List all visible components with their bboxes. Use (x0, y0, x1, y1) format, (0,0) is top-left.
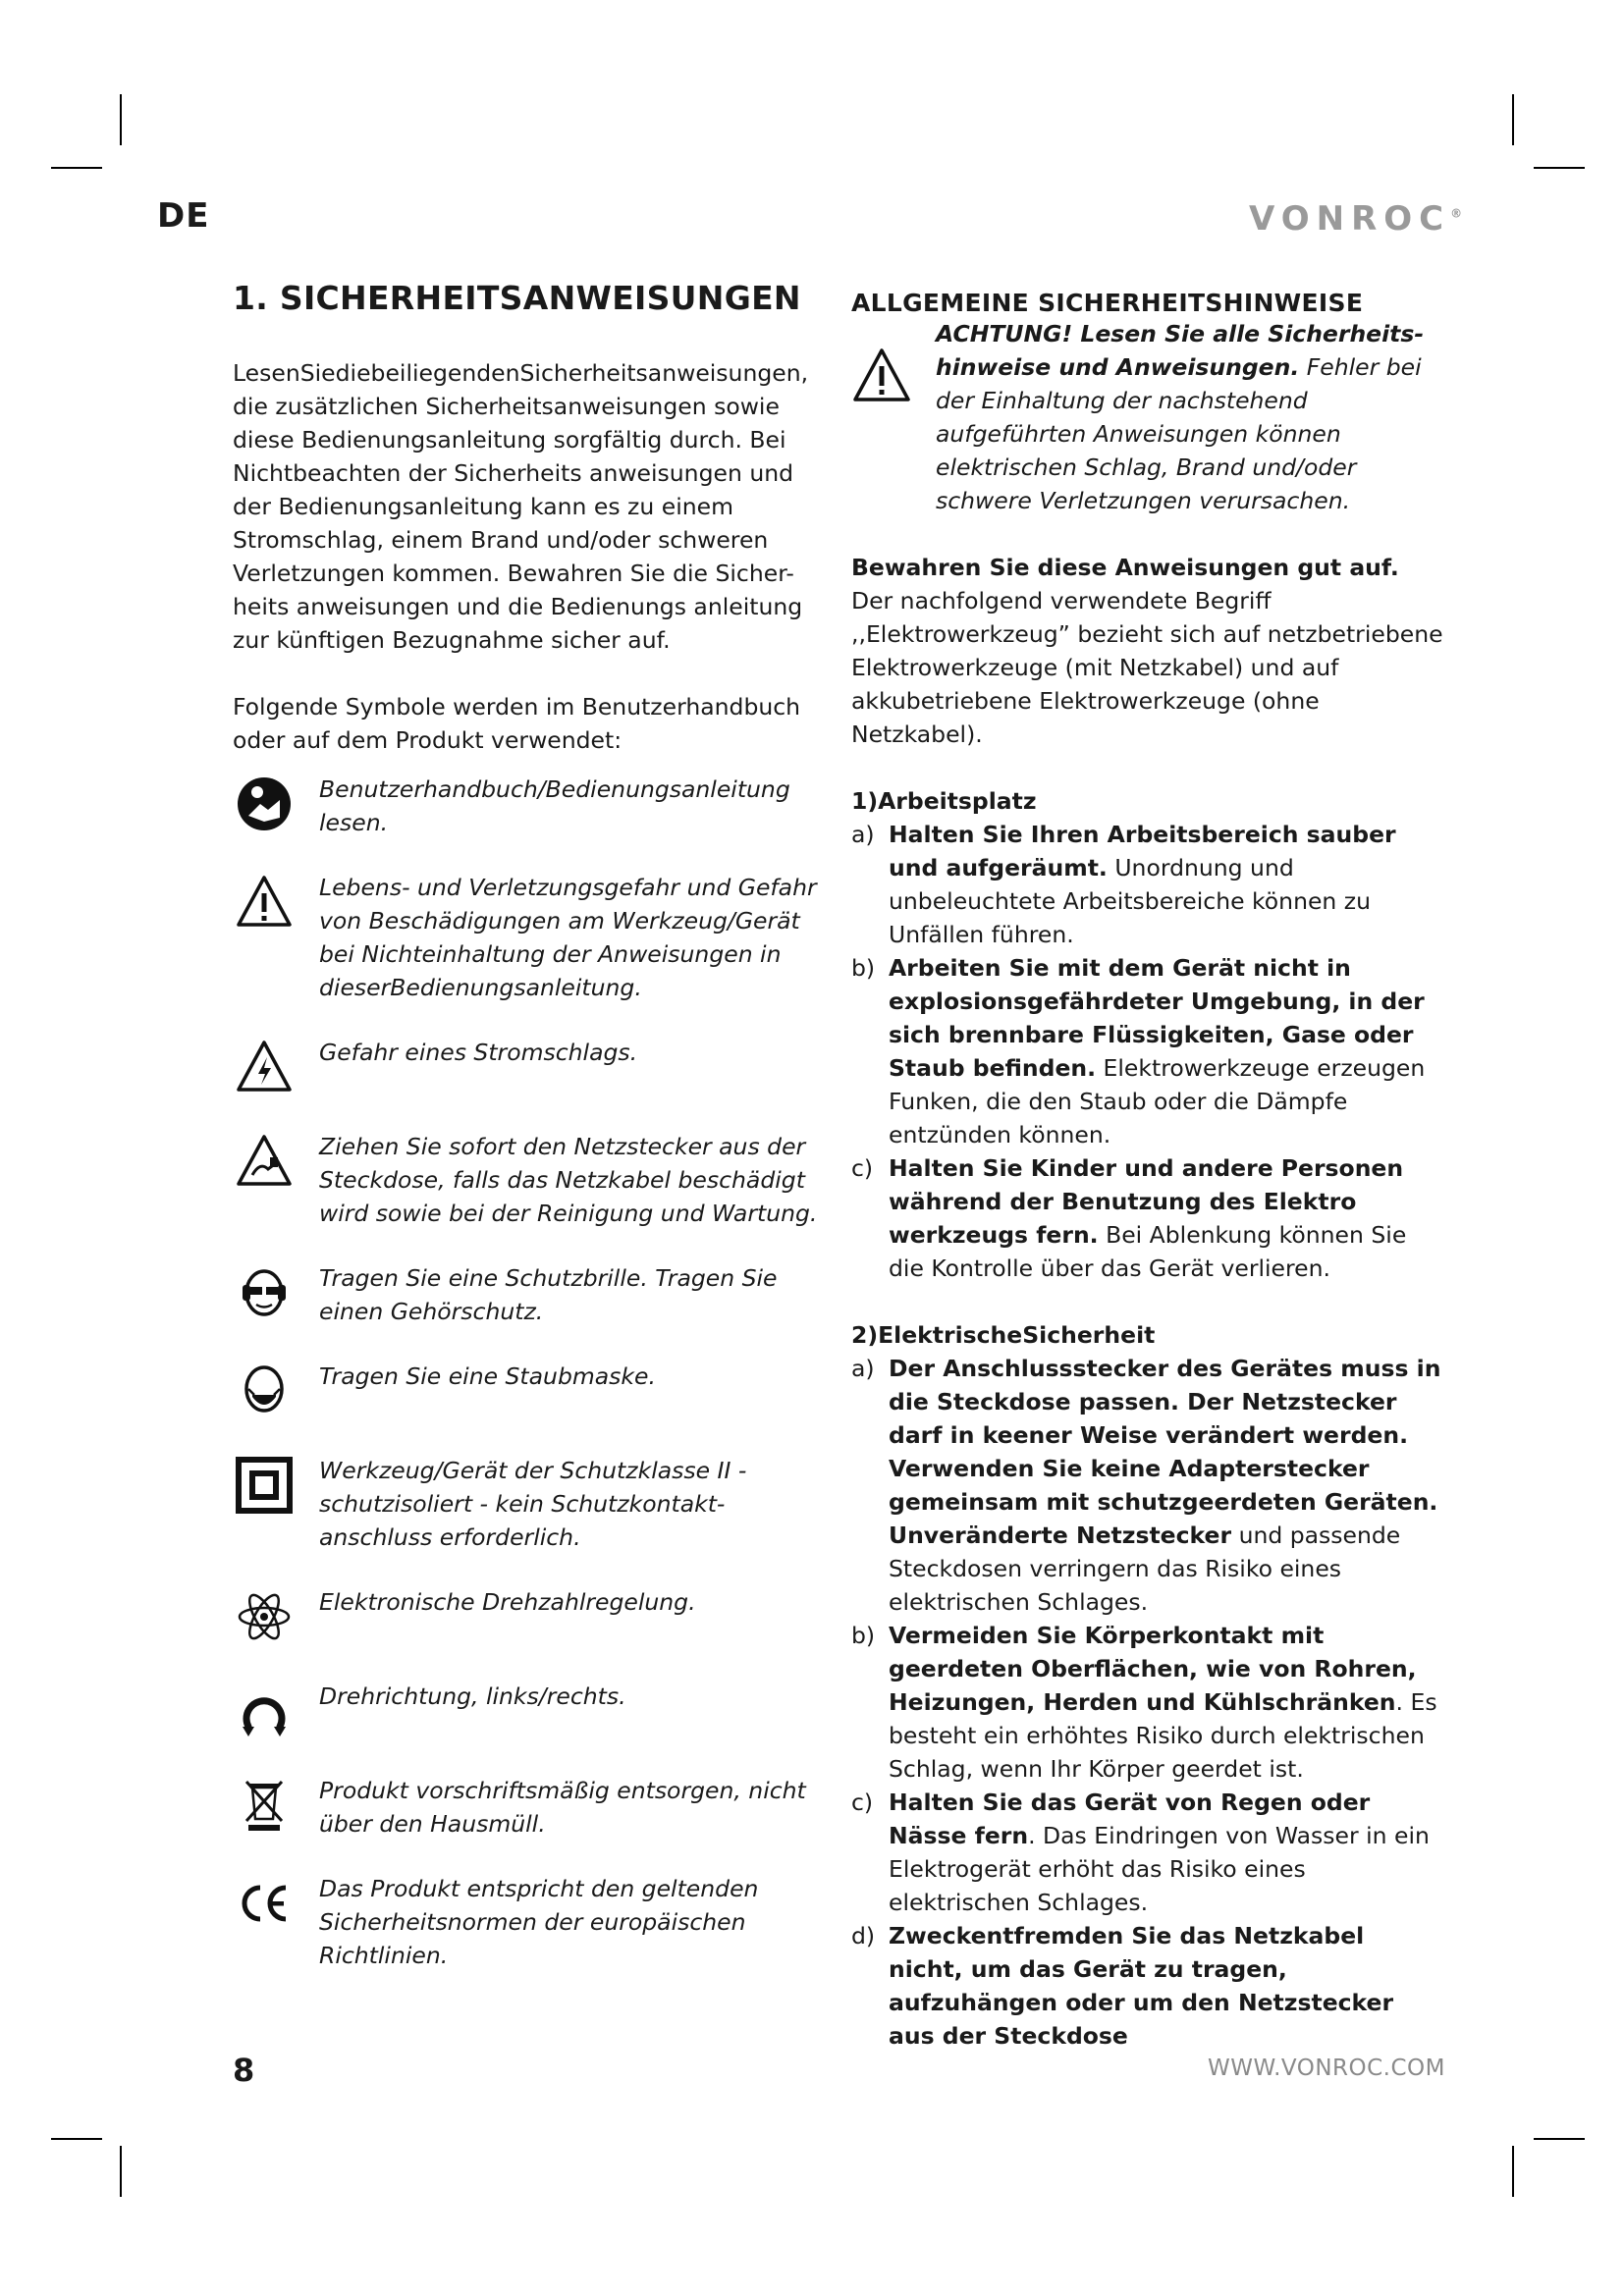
list-item: c) Halten Sie das Gerät von Regen oder Nässe fern. Das Eindringen von Wasser in ein Elektrogerät erhöht das Risiko eines elektrischen Schlages. (851, 1789, 1430, 1916)
list-item: a) Der Anschlussstecker des Gerätes muss in die Steckdose passen. Der Netzstecker darf in keener Weise verändert werden. Verwenden Sie keine Adapterstecker gemeinsam mit schutzgeerdeten Geräten. Unveränderte Netzstecker und passende Steckdosen verringern das Risiko eines elektrischen Schlages. (851, 1355, 1441, 1616)
list-item: d) Zweckentfremden Sie das Netzkabel nicht, um das Gerät zu tragen, aufzuhängen oder um den Netzstecker aus der Steckdose (851, 1922, 1394, 2050)
symbol-text: Lebens- und Verletzungsgefahr und Gefahr von Beschädigungen am Werkzeug/Gerät bei Nichteinhaltung der Anweisungen in dieserBedienungsanleitung. (319, 874, 817, 1001)
symbol-text: Elektronische Drehzahlregelung. (319, 1588, 696, 1616)
symbol-item (233, 1036, 822, 1098)
symbol-item (233, 1360, 822, 1422)
symbol-text: Tragen Sie eine Staubmaske. (319, 1362, 656, 1390)
warning-triangle-icon (233, 871, 296, 934)
symbol-item (233, 1261, 822, 1328)
section-title: 1. SICHERHEITSANWEISUNGEN (233, 279, 801, 317)
warning-text: ACHTUNG! Lesen Sie alle Sicherheits-hinweise und Anweisungen. Fehler bei der Einhaltung der nachstehend aufgeführten Anweisungen können elektrischen Schlag, Brand und/oder schwere Verletzungen verursachen. (936, 320, 1425, 514)
definition-paragraph: Der nachfolgend verwendete Begriff ,,Elektrowerkzeug” bezieht sich auf netzbetriebene Elektrowerkzeuge (mit Netzkabel) und auf akkubetriebene Elektrowerkzeuge (ohne Netzkabel). (851, 587, 1443, 748)
symbol-text: Werkzeug/Gerät der Schutzklasse II - schutzisoliert - kein Schutzkontakt-anschluss erforderlich. (319, 1457, 747, 1551)
symbol-list (233, 773, 822, 1972)
symbol-item (233, 773, 822, 839)
website-url: WWW.VONROC.COM (1208, 2056, 1445, 2081)
warning-block (851, 317, 1445, 517)
symbol-item (233, 1454, 822, 1554)
crop-mark (1512, 94, 1514, 145)
goggles-ear-protection-icon (233, 1261, 296, 1324)
list-item: b) Arbeiten Sie mit dem Gerät nicht in explosionsgefährdeter Umgebung, in der sich brennbare Flüssigkeiten, Gase oder Staub befinden. Elektrowerkzeuge erzeugen Funken, die den Staub oder die Dämpfe entzünden können. (851, 954, 1426, 1148)
list-item: a) Halten Sie Ihren Arbeitsbereich sauber und aufgeräumt. Unordnung und unbeleuchtete Arbeitsbereiche können zu Unfällen führen. (851, 821, 1396, 948)
symbol-text: Gefahr eines Stromschlags. (319, 1039, 638, 1066)
class-ii-icon (233, 1454, 296, 1517)
keep-instructions-heading: Bewahren Sie diese Anweisungen gut auf. (851, 554, 1399, 581)
crop-mark (120, 2146, 122, 2197)
crop-mark (51, 167, 102, 169)
symbol-text: Produkt vorschriftsmäßig entsorgen, nicht über den Hausmüll. (319, 1777, 806, 1838)
dust-mask-icon (233, 1360, 296, 1422)
electric-shock-icon (233, 1036, 296, 1098)
crop-mark (1534, 2138, 1585, 2140)
crop-mark (51, 2138, 102, 2140)
workplace-heading: 1)Arbeitsplatz (851, 787, 1037, 815)
symbol-text: Das Produkt entspricht den geltenden Sicherheitsnormen der europäischen Richtlinien. (319, 1875, 759, 1969)
symbol-item (233, 1680, 822, 1742)
ce-mark-icon (233, 1872, 296, 1935)
symbol-text: Drehrichtung, links/rechts. (319, 1682, 626, 1710)
weee-bin-icon (233, 1774, 296, 1837)
electrical-safety-heading: 2)ElektrischeSicherheit (851, 1321, 1156, 1349)
intro-paragraph: LesenSiediebeiliegendenSicherheitsanweisungen, die zusätzlichen Sicherheitsanweisungen sowie diese Bedienungsanleitung sorgfältig durch. Bei Nichtbeachten der Sicherheits anweisungen und der Bedienungsanleitung kann es zu einem Stromschlag, einem Brand und/oder schweren Verletzungen kommen. Bewahren Sie die Sicher-heits anweisungen und die Bedienungs anleitung zur künftigen Bezugnahme sicher auf. (233, 359, 809, 654)
left-column (233, 279, 822, 2003)
symbol-text: Benutzerhandbuch/Bedienungsanleitung lesen. (319, 775, 790, 836)
crop-mark (1534, 167, 1585, 169)
symbol-item (233, 1774, 822, 1841)
unplug-icon (233, 1130, 296, 1193)
symbols-intro: Folgende Symbole werden im Benutzerhandbuch oder auf dem Produkt verwendet: (233, 693, 801, 754)
crop-mark (120, 94, 122, 145)
page-number: 8 (233, 2052, 255, 2089)
symbol-text: Tragen Sie eine Schutzbrille. Tragen Sie einen Gehörschutz. (319, 1264, 778, 1325)
symbol-item (233, 1585, 822, 1648)
list-item: c) Halten Sie Kinder und andere Personen während der Benutzung des Elektro werkzeugs fern. Bei Ablenkung können Sie die Kontrolle über das Gerät verlieren. (851, 1154, 1407, 1282)
symbol-item (233, 1130, 822, 1230)
right-column (851, 289, 1445, 2053)
symbol-text: Ziehen Sie sofort den Netzstecker aus der Steckdose, falls das Netzkabel beschädigt wird sowie bei der Reinigung und Wartung. (319, 1133, 818, 1227)
crop-mark (1512, 2146, 1514, 2197)
read-manual-icon (233, 773, 296, 835)
general-safety-title: ALLGEMEINE SICHERHEITSHINWEISE (851, 289, 1364, 317)
list-item: b) Vermeiden Sie Körperkontakt mit geerdeten Oberflächen, wie von Rohren, Heizungen, Herden und Kühlschränken. Es besteht ein erhöhtes Risiko durch elektrischen Schlag, wenn Ihr Körper geerdet ist. (851, 1622, 1437, 1783)
symbol-item (233, 871, 822, 1004)
brand-logo: VONROC® (1249, 199, 1463, 239)
rotation-direction-icon (233, 1680, 296, 1742)
symbol-item (233, 1872, 822, 1972)
language-code: DE (157, 196, 210, 236)
warning-triangle-icon (851, 347, 920, 407)
electronic-speed-icon (233, 1585, 296, 1648)
